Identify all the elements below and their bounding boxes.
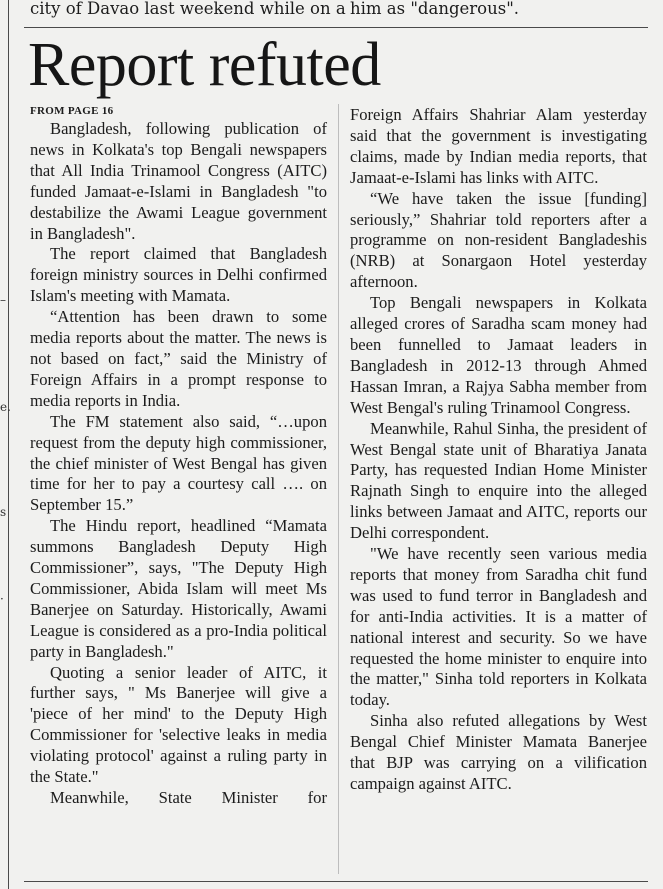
previous-article-fragment-left: city of Davao last weekend while on a xyxy=(30,0,346,18)
continued-from-page: FROM PAGE 16 xyxy=(30,105,114,117)
article-paragraph: The Hindu report, headlined “Mamata summons Bangladesh Deputy High Commissioner”, says, "The Deputy High Commissioner, Abida Islam will meet Ms Banerjee on Saturday. Historically, Awami League is considered as a pro-India political party in Bangladesh." xyxy=(30,516,327,661)
article-paragraph: The report claimed that Bangladesh foreign ministry sources in Delhi confirmed Islam's meeting with Mamata. xyxy=(30,244,327,306)
article-paragraph: Bangladesh, following publication of news in Kolkata's top Bengali newspapers that All India Trinamool Congress (AITC) funded Jamaat-e-Islami in Bangladesh "to destabilize the Awami League government in Bangladesh". xyxy=(30,119,327,243)
article-paragraph: Quoting a senior leader of AITC, it further says, " Ms Banerjee will give a 'piece of her mind' to the Deputy High Commissioner for 'selective leaks in media violating protocol' against a ruling party in the State." xyxy=(30,662,327,787)
article-column-right xyxy=(350,105,647,795)
margin-dash-mark: · xyxy=(0,592,4,606)
article-paragraph: Top Bengali newspapers in Kolkata alleged crores of Saradha scam money had been funnelled to Jamaat leaders in Bangladesh in 2012-13 through Ahmed Hassan Imran, a Rajya Sabha member from West Bengal's ruling Trinamool Congress. xyxy=(350,293,647,417)
article-headline: Report refuted xyxy=(28,31,381,99)
margin-dash-mark: – xyxy=(0,293,6,307)
top-divider xyxy=(24,27,648,28)
article-paragraph: Meanwhile, State Minister for xyxy=(50,788,327,807)
page-margin-rule xyxy=(8,0,9,889)
bottom-divider xyxy=(24,881,648,882)
article-paragraph: “We have taken the issue [funding] seriously,” Shahriar told reporters after a programme on non-resident Bangladeshis (NRB) at Sonargaon Hotel yesterday afternoon. xyxy=(350,188,647,292)
previous-article-fragment-right: him as "dangerous". xyxy=(350,0,520,18)
article-paragraph-continued: Foreign Affairs Shahriar Alam yesterday said that the government is investigating claims, made by Indian media reports, that Jamaat-e-Islami has links with AITC. xyxy=(350,105,647,187)
article-paragraph: Meanwhile, Rahul Sinha, the president of West Bengal state unit of Bharatiya Janata Party, has requested Indian Home Minister Rajnath Singh to enquire into the alleged links between Jamaat and AITC, reports our Delhi correspondent. xyxy=(350,418,647,543)
article-column-left xyxy=(30,104,327,809)
article-paragraph: Sinha also refuted allegations by West Bengal Chief Minister Mamata Banerjee that BJP was carrying on a vilification campaign against AITC. xyxy=(350,711,647,793)
margin-fragment-mark: e. xyxy=(0,400,11,414)
article-paragraph: “Attention has been drawn to some media reports about the matter. The news is not based on fact,” said the Ministry of Foreign Affairs in a prompt response to media reports in India. xyxy=(30,307,327,410)
margin-fragment-mark: s xyxy=(0,505,7,519)
article-paragraph: "We have recently seen various media reports that money from Saradha chit fund was used to fund terror in Bangladesh and for anti-India activities. It is a matter of national interest and security. So we have requested the home minister to enquire into the matter," Sinha told reporters in Kolkata today. xyxy=(350,544,647,710)
article-paragraph: The FM statement also said, “…upon request from the deputy high commissioner, the chief minister of West Bengal has given time for her to pay a courtesy call …. on September 15.” xyxy=(30,411,327,515)
column-gutter xyxy=(338,104,339,874)
